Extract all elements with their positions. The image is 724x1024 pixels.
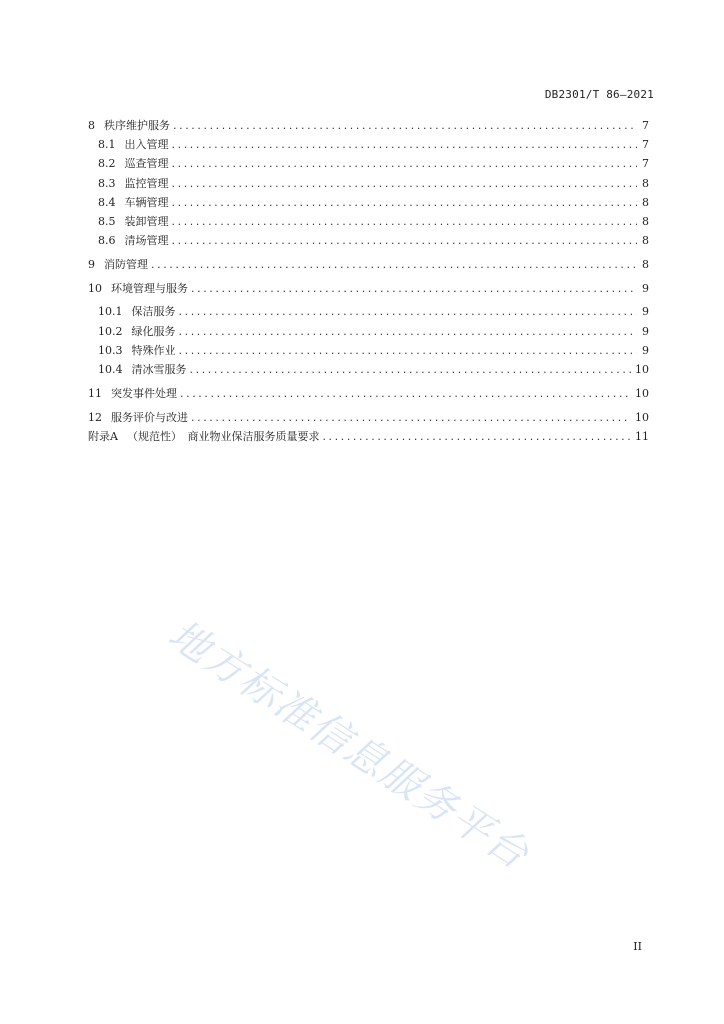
toc-entry-number: 9 [88,257,95,271]
toc-entry-page: 8 [642,214,649,228]
toc-entry-10[interactable] [88,279,649,298]
toc-entry-number: 8.5 [98,214,116,228]
toc-entry-number: 11 [88,386,102,400]
toc-entry-title: 清冰雪服务 [131,363,187,377]
toc-entry-number: 10.4 [98,363,123,377]
toc-dot-leader [172,154,638,173]
toc-dot-leader [172,212,638,231]
toc-entry-10-2[interactable] [88,322,649,341]
toc-entry-page: 9 [642,343,649,357]
table-of-contents [88,116,649,446]
toc-entry-number: 8.2 [98,157,116,171]
toc-entry-appendix-a[interactable] [88,427,649,446]
toc-dot-leader [191,279,637,298]
toc-entry-title: 监控管理 [124,176,169,190]
toc-entry-12[interactable] [88,408,649,427]
toc-entry-title: 保洁服务 [131,305,176,319]
toc-entry-title: 环境管理与服务 [111,281,188,295]
toc-entry-page: 9 [642,324,649,338]
toc-entry-number: 附录A [88,429,118,443]
toc-entry-11[interactable] [88,384,649,403]
toc-dot-leader [172,193,638,212]
toc-dot-leader [190,360,632,379]
toc-entry-title: 服务评价与改进 [111,410,188,424]
toc-entry-page: 10 [635,410,649,424]
toc-dot-leader [173,116,637,135]
toc-entry-8-3[interactable] [88,174,649,193]
toc-entry-page: 10 [635,386,649,400]
toc-entry-page: 11 [635,429,649,443]
toc-entry-title: 绿化服务 [131,324,176,338]
toc-entry-8-5[interactable] [88,212,649,231]
toc-entry-9[interactable] [88,255,649,274]
toc-entry-8-2[interactable] [88,154,649,173]
toc-dot-leader [179,322,638,341]
toc-dot-leader [151,255,637,274]
toc-entry-number: 10.3 [98,343,123,357]
toc-dot-leader [322,427,631,446]
toc-entry-title: 清场管理 [124,234,169,248]
toc-entry-title: 秩序维护服务 [104,119,170,132]
toc-entry-title: 特殊作业 [131,343,176,357]
toc-entry-number: 8.1 [98,138,116,152]
toc-entry-number: 8.4 [98,195,116,209]
toc-entry-8[interactable] [88,116,649,135]
toc-entry-title: 消防管理 [104,257,148,271]
toc-entry-page: 7 [642,138,649,152]
page-number: II [633,940,642,953]
toc-entry-number: 8.3 [98,176,116,190]
toc-dot-leader [191,408,631,427]
toc-entry-page: 7 [642,157,649,171]
toc-entry-10-3[interactable] [88,341,649,360]
toc-dot-leader [179,302,638,321]
toc-entry-title: （规范性） 商业物业保洁服务质量要求 [126,429,320,443]
toc-dot-leader [172,174,638,193]
toc-entry-8-4[interactable] [88,193,649,212]
toc-entry-number: 10.2 [98,324,123,338]
toc-entry-page: 9 [642,281,649,295]
toc-entry-title: 巡查管理 [124,157,169,171]
toc-entry-title: 车辆管理 [124,195,169,209]
toc-entry-number: 12 [88,410,102,424]
toc-entry-page: 8 [642,195,649,209]
watermark: 地方标准信息服务平台 [160,611,538,879]
toc-entry-number: 8.6 [98,234,116,248]
document-code: DB2301/T 86—2021 [544,88,654,101]
toc-entry-number: 10 [88,281,102,295]
toc-entry-page: 8 [642,257,649,271]
toc-entry-8-1[interactable] [88,135,649,154]
toc-entry-page: 8 [642,176,649,190]
toc-dot-leader [172,231,638,250]
toc-entry-8-6[interactable] [88,231,649,250]
toc-entry-page: 10 [635,363,649,377]
toc-entry-10-1[interactable] [88,302,649,321]
toc-entry-title: 突发事件处理 [111,386,177,400]
toc-entry-page: 7 [642,119,649,132]
toc-entry-title: 出入管理 [124,138,169,152]
toc-entry-title: 装卸管理 [124,214,169,228]
toc-entry-number: 8 [88,119,95,132]
toc-dot-leader [172,135,638,154]
toc-dot-leader [179,341,638,360]
toc-entry-page: 8 [642,234,649,248]
toc-dot-leader [180,384,631,403]
toc-entry-10-4[interactable] [88,360,649,379]
toc-entry-number: 10.1 [98,305,123,319]
toc-entry-page: 9 [642,305,649,319]
